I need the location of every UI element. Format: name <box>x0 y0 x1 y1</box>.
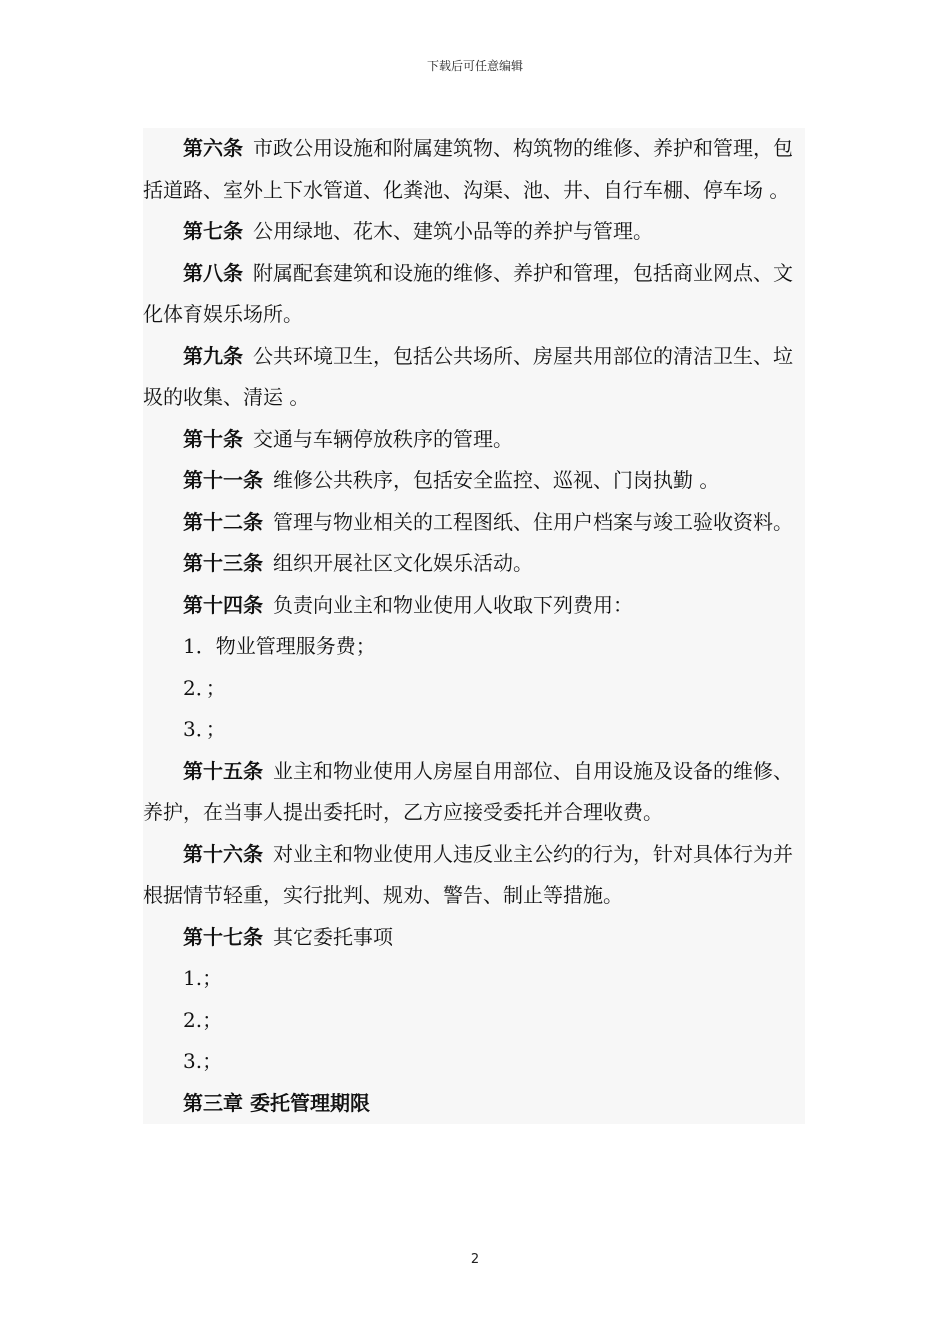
other-list-item: 1.； <box>183 966 223 990</box>
article-9 <box>143 336 805 419</box>
fee-list-item: 1．物业管理服务费； <box>183 634 376 658</box>
article-label: 第六条 <box>183 136 243 160</box>
article-label: 第十三条 <box>183 551 263 575</box>
article-text: 对业主和物业使用人违反业主公约的行为，针对具体行为并根据情节轻重，实行批判、规劝、警告、制止等措施。 <box>143 841 793 907</box>
article-label: 第十七条 <box>183 924 263 949</box>
article-label: 第十一条 <box>183 468 263 492</box>
article-15 <box>143 751 805 834</box>
article-label: 第八条 <box>183 260 243 285</box>
document-body <box>143 128 805 1124</box>
article-label: 第十条 <box>183 426 243 451</box>
fee-list-item: 3．； <box>183 717 226 741</box>
article-12 <box>143 502 805 544</box>
chapter-heading: 第三章 委托管理期限 <box>183 1090 370 1115</box>
article-label: 第十四条 <box>183 592 263 617</box>
article-text: 交通与车辆停放秩序的管理。 <box>253 426 513 451</box>
article-10 <box>143 419 805 461</box>
other-list-item: 3.； <box>183 1049 223 1073</box>
article-7 <box>143 211 805 253</box>
article-text: 其它委托事项 <box>273 924 393 949</box>
article-text: 公用绿地、花木、建筑小品等的养护与管理。 <box>253 219 653 243</box>
article-8 <box>143 253 805 336</box>
article-11 <box>143 460 805 502</box>
article-label: 第十二条 <box>183 509 263 534</box>
fee-list-item: 2．； <box>183 675 226 700</box>
article-16 <box>143 834 805 917</box>
article-text: 负责向业主和物业使用人收取下列费用： <box>273 592 633 617</box>
article-text: 市政公用设施和附属建筑物、构筑物的维修、养护和管理，包括道路、室外上下水管道、化粪池、沟渠、池、井、自行车棚、停车场 。 <box>143 136 793 202</box>
article-text: 公共环境卫生，包括公共场所、房屋共用部位的清洁卫生、垃圾的收集、清运 。 <box>143 343 793 409</box>
other-list-item: 2.； <box>183 1007 223 1032</box>
article-label: 第十六条 <box>183 841 263 866</box>
article-14 <box>143 585 805 627</box>
article-text: 维修公共秩序，包括安全监控、巡视、门岗执勤 。 <box>273 468 720 492</box>
article-text: 管理与物业相关的工程图纸、住用户档案与竣工验收资料。 <box>273 509 793 534</box>
article-17 <box>143 917 805 959</box>
article-label: 第九条 <box>183 343 243 368</box>
article-13 <box>143 543 805 585</box>
article-label: 第十五条 <box>183 758 263 783</box>
header-note: 下载后可任意编辑 <box>426 59 523 73</box>
article-6 <box>143 128 805 211</box>
article-text: 业主和物业使用人房屋自用部位、自用设施及设备的维修、养护，在当事人提出委托时，乙方应接受委托并合理收费。 <box>143 758 793 824</box>
article-label: 第七条 <box>183 219 243 243</box>
article-text: 组织开展社区文化娱乐活动。 <box>273 551 533 575</box>
article-text: 附属配套建筑和设施的维修、养护和管理，包括商业网点、文化体育娱乐场所。 <box>143 260 793 326</box>
page-number: 2 <box>470 1252 480 1267</box>
